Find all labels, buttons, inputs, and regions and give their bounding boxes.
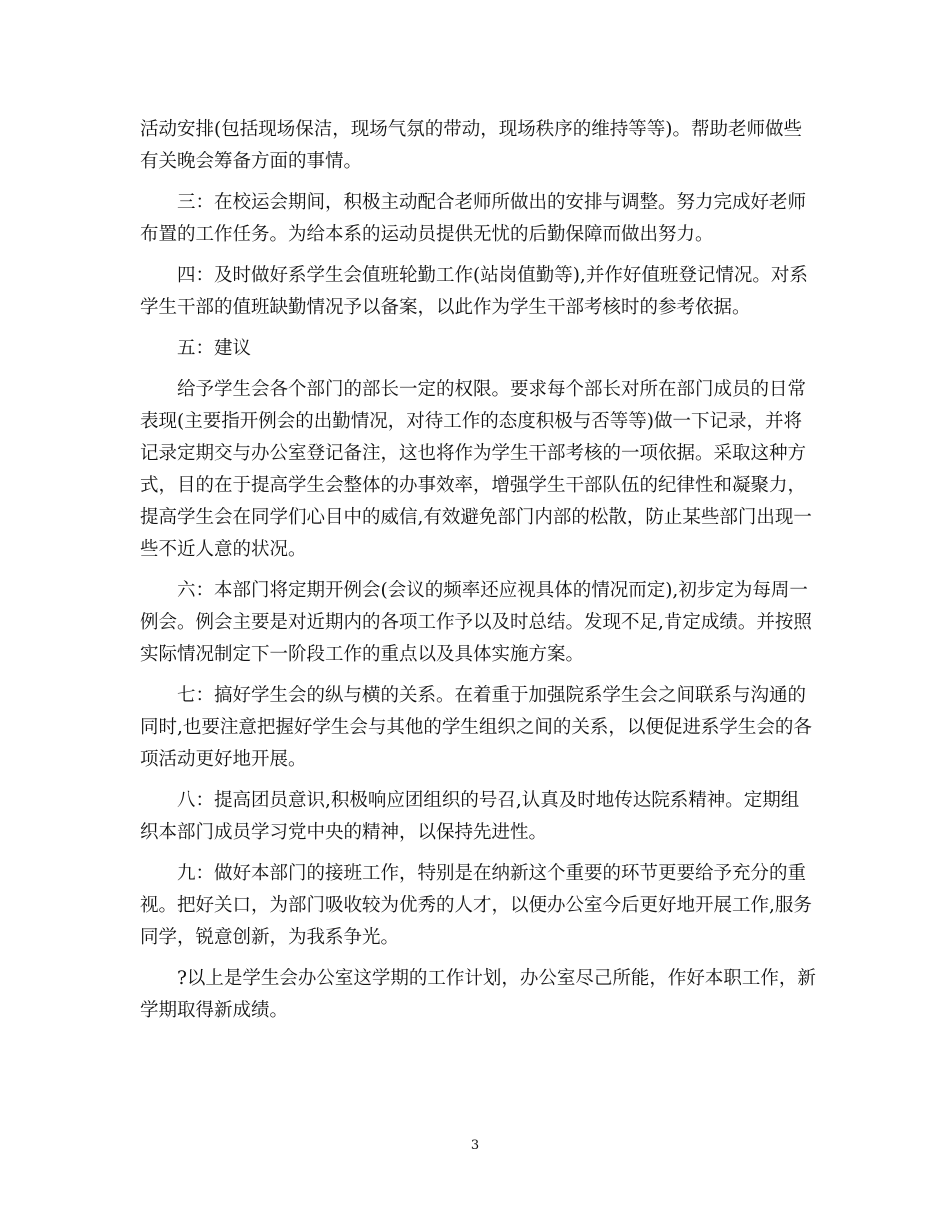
- paragraph-5: 给予学生会各个部门的部长一定的权限。要求每个部长对所在部门成员的日常表现(主要指开例会的出勤情况，对待工作的态度积极与否等等)做一下记录，并将记录定期交与办公室登记备注，这也将作为学生干部考核的一项依据。采取这种方式，目的在于提高学生会整体的办事效率，增强学生干部队伍的纪律性和凝聚力，提高学生会在同学们心目中的威信,有效避免部门内部的松散，防止某些部门出现一些不近人意的状况。: [140, 379, 812, 560]
- paragraph-1: 活动安排(包括现场保洁，现场气氛的带动，现场秩序的维持等等)。帮助老师做些有关晚会筹备方面的事情。: [140, 119, 802, 172]
- paragraph-8: 八：提高团员意识,积极响应团组织的号召,认真及时地传达院系精神。定期组织本部门成员学习党中央的精神，以保持先进性。: [140, 790, 800, 843]
- paragraph-4: 五：建议: [177, 338, 252, 359]
- paragraph-7: 七：搞好学生会的纵与横的关系。在着重于加强院系学生会之间联系与沟通的同时,也要注意把握好学生会与其他的学生组织之间的关系，以便促进系学生会的各项活动更好地开展。: [140, 685, 812, 770]
- document-body: [140, 114, 816, 1036]
- paragraph-10: ?以上是学生会办公室这学期的工作计划，办公室尽己所能，作好本职工作，新学期取得新成绩。: [140, 968, 816, 1021]
- paragraph-2: 三：在校运会期间，积极主动配合老师所做出的安排与调整。努力完成好老师布置的工作任务。为给本系的运动员提供无忧的后勤保障而做出努力。: [140, 192, 807, 245]
- paragraph-6: 六：本部门将定期开例会(会议的频率还应视具体的情况而定),初步定为每周一例会。例会主要是对近期内的各项工作予以及时总结。发现不足,肯定成绩。并按照实际情况制定下一阶段工作的重点以及具体实施方案。: [140, 580, 812, 665]
- paragraph-9: 九：做好本部门的接班工作，特别是在纳新这个重要的环节更要给予充分的重视。把好关口，为部门吸收较为优秀的人才，以便办公室今后更好地开展工作,服务同学，锐意创新，为我系争光。: [140, 863, 812, 948]
- page-number: 3: [470, 1138, 480, 1153]
- paragraph-3: 四：及时做好系学生会值班轮勤工作(站岗值勤等),并作好值班登记情况。对系学生干部的值班缺勤情况予以备案，以此作为学生干部考核时的参考依据。: [140, 265, 808, 318]
